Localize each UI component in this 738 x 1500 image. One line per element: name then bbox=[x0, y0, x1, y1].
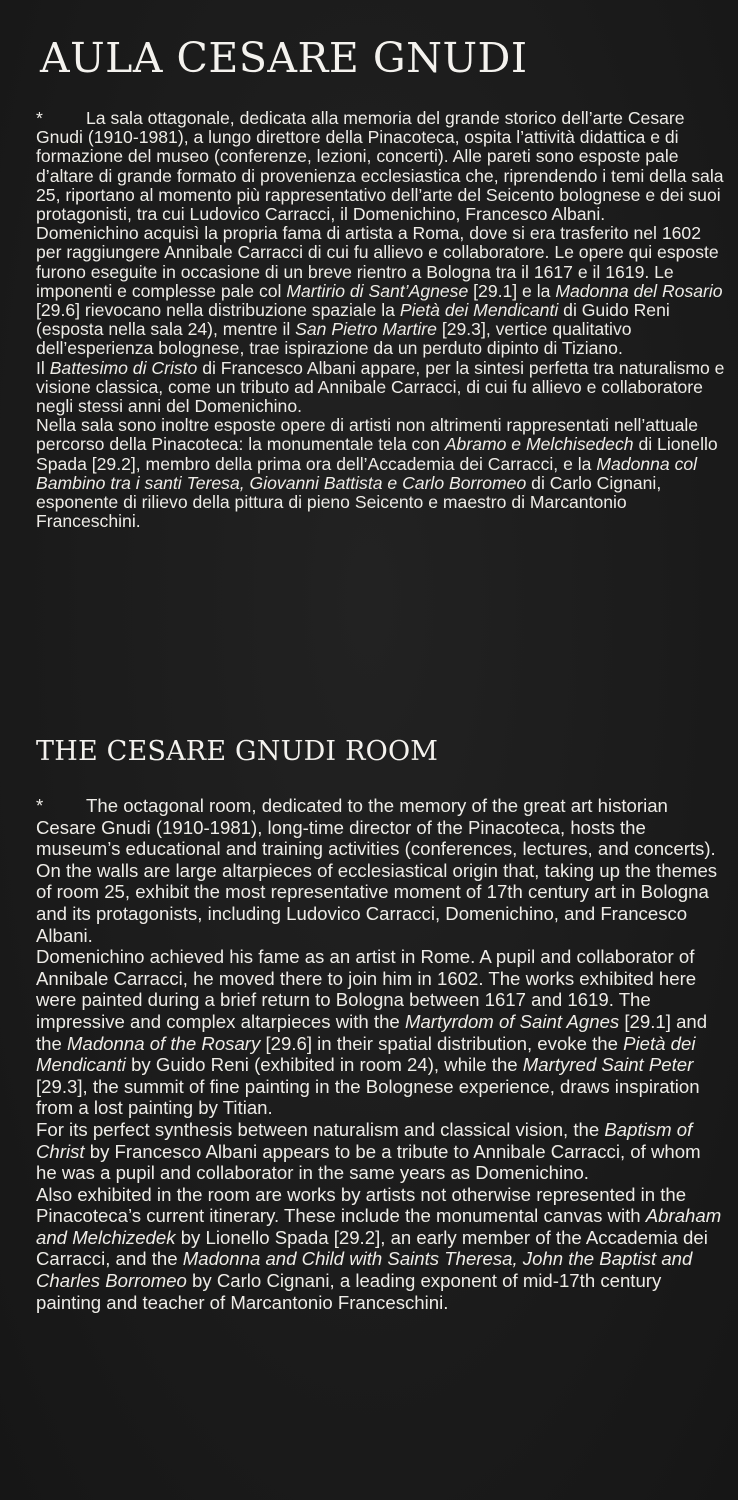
artwork-title: Pietà dei Mendicanti bbox=[399, 300, 559, 321]
english-paragraph-1: * The octagonal room, dedicated to the memory of the great art historian Cesare Gnudi (1910-1981), long-time director of the Pinacoteca, hosts the museum’s educational and training activities (conferences, lectures, and concerts). bbox=[36, 795, 716, 860]
english-paragraph-3: Domenichino achieved his fame as an artist in Rome. A pupil and collaborator of Annibale Carracci, he moved there to join him in 1602. The works exhibited here were painted during a brief return to Bologna between 1617 and 1619. The impressive and complex altarpieces with the Martyrdom of Saint Agnes [29.1] and the Madonna of the Rosary [29.6] in their spatial distribution, evoke the Pietà dei Mendicanti by Guido Reni (exhibited in room 24), while the Martyred Saint Peter [29.3], the summit of fine painting in the Bolognese experience, draws inspiration from a lost painting by Titian. bbox=[36, 946, 708, 1119]
artwork-title: Abramo e Melchisedech bbox=[444, 434, 634, 455]
artwork-title: Madonna del Rosario bbox=[555, 280, 723, 301]
italian-paragraph-3: Il Battesimo di Cristo di Francesco Albani appare, per la sintesi perfetta tra naturalismo e visione classica, come un tributo ad Annibale Carracci, di cui fu allievo e collaboratore negli stessi anni del Domenichino. bbox=[36, 357, 725, 417]
artwork-title: Madonna col Bambino tra i santi Teresa, Giovanni Battista e Carlo Borromeo bbox=[36, 453, 698, 493]
artwork-title: Pietà dei Mendicanti bbox=[36, 1032, 696, 1076]
asterisk-marker: * bbox=[36, 108, 43, 128]
english-paragraph-5: Also exhibited in the room are works by artists not otherwise represented in the Pinacoteca’s current itinerary. These include the monumental canvas with Abraham and Melchizedek by Lionello Spada [29.2], an early member of the Accademia dei Carracci, and the Madonna and Child with Saints Theresa, John the Baptist and Charles Borromeo by Carlo Cignani, a leading exponent of mid-17th century painting and teacher of Marcantonio Franceschini. bbox=[36, 1183, 722, 1313]
english-paragraph-4: For its perfect synthesis between naturalism and classical vision, the Baptism of Christ by Francesco Albani appears to be a tribute to Annibale Carracci, of whom he was a pupil and collaborator in the same years as Domenichino. bbox=[36, 1118, 701, 1184]
artwork-title: Martyred Saint Peter bbox=[522, 1054, 694, 1076]
italian-section bbox=[36, 34, 726, 532]
artwork-title: Battesimo di Cristo bbox=[49, 357, 198, 378]
english-body bbox=[36, 795, 726, 1313]
artwork-title: Madonna of the Rosary bbox=[67, 1032, 261, 1054]
english-paragraph-2: On the walls are large altarpieces of ecclesiastical origin that, taking up the themes of room 25, exhibit the most representative moment of 17th century art in Bologna and its protagonists, including Ludovico Carracci, Domenichino, and Francesco Albani. bbox=[36, 859, 718, 946]
artwork-title: Martirio di Sant’Agnese bbox=[286, 280, 469, 301]
asterisk-marker: * bbox=[36, 795, 44, 816]
artwork-title: Madonna and Child with Saints Theresa, John the Baptist and Charles Borromeo bbox=[36, 1248, 693, 1292]
italian-title: AULA CESARE GNUDI bbox=[40, 34, 528, 82]
artwork-title: Martyrdom of Saint Agnes bbox=[404, 1010, 620, 1032]
italian-body bbox=[36, 109, 726, 531]
english-title: THE CESARE GNUDI ROOM bbox=[36, 736, 439, 767]
italian-paragraph-1: * La sala ottagonale, dedicata alla memoria del grande storico dell’arte Cesare Gnudi (1910-1981), a lungo direttore della Pinacoteca, ospita l’attività didattica e di formazione del museo (conferenze, lezioni, concerti). Alle pareti sono esposte pale d’altare di grande formato di provenienza ecclesiastica che, riprendendo i temi della sala 25, riportano al momento più rappresentativo dell’arte del Seicento bolognese e dei suoi protagonisti, tra cui Ludovico Carracci, il Domenichino, Francesco Albani. bbox=[36, 108, 724, 225]
artwork-title: Abraham and Melchizedek bbox=[36, 1205, 722, 1248]
italian-paragraph-2: Domenichino acquisì la propria fama di artista a Roma, dove si era trasferito nel 1602 per raggiungere Annibale Carracci di cui fu allievo e collaboratore. Le opere qui esposte furono eseguite in occasione di un breve rientro a Bologna tra il 1617 e il 1619. Le imponenti e complesse pale col Martirio di Sant’Agnese [29.1] e la Madonna del Rosario [29.6] rievocano nella distribuzione spaziale la Pietà dei Mendicanti di Guido Reni (esposta nella sala 24), mentre il San Pietro Martire [29.3], vertice qualitativo dell’esperienza bolognese, trae ispirazione da un perduto dipinto di Tiziano. bbox=[36, 223, 723, 359]
italian-paragraph-4: Nella sala sono inoltre esposte opere di artisti non altrimenti rappresentati nell’attuale percorso della Pinacoteca: la monumentale tela con Abramo e Melchisedech di Lionello Spada [29.2], membro della prima ora dell’Accademia dei Carracci, e la Madonna col Bambino tra i santi Teresa, Giovanni Battista e Carlo Borromeo di Carlo Cignani, esponente di rilievo della pittura di pieno Seicento e maestro di Marcantonio Franceschini. bbox=[36, 415, 718, 532]
artwork-title: Baptism of Christ bbox=[36, 1118, 693, 1162]
english-section bbox=[36, 738, 726, 1313]
artwork-title: San Pietro Martire bbox=[295, 319, 437, 340]
